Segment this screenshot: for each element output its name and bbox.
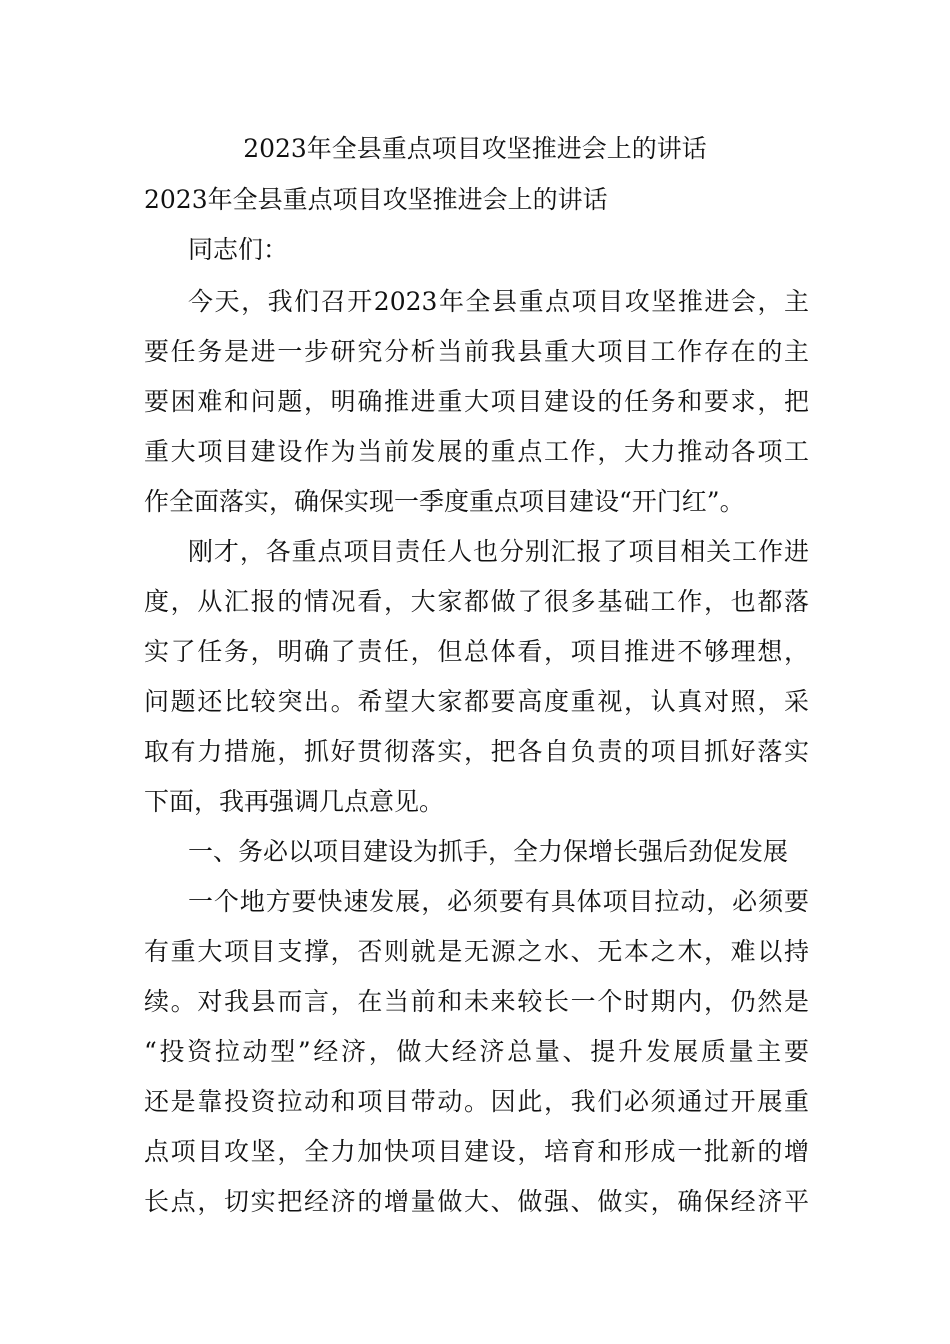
paragraph-3-line-4: “投资拉动型”经济，做大经济总量、提升发展质量主要: [144, 1037, 809, 1066]
paragraph-2-line-1: 刚才，各重点项目责任人也分别汇报了项目相关工作进: [188, 537, 809, 566]
paragraph-3-line-6: 点项目攻坚，全力加快项目建设，培育和形成一批新的增: [144, 1137, 809, 1166]
paragraph-3-line-3: 续。对我县而言，在当前和未来较长一个时期内，仍然是: [144, 987, 809, 1016]
paragraph-1-line-2: 要任务是进一步研究分析当前我县重大项目工作存在的主: [144, 337, 809, 366]
subtitle-line: 2023年全县重点项目攻坚推进会上的讲话: [144, 185, 608, 214]
paragraph-3-line-2: 有重大项目支撑，否则就是无源之水、无本之木，难以持: [144, 937, 809, 966]
paragraph-1-line-1: 今天，我们召开2023年全县重点项目攻坚推进会，主: [188, 287, 809, 316]
paragraph-2-line-6: 下面，我再强调几点意见。: [144, 787, 445, 816]
paragraph-2-line-2: 度，从汇报的情况看，大家都做了很多基础工作，也都落: [144, 587, 809, 616]
document-title: 2023年全县重点项目攻坚推进会上的讲话: [243, 134, 707, 163]
paragraph-2-line-3: 实了任务，明确了责任，但总体看，项目推进不够理想，: [144, 637, 809, 666]
paragraph-1-line-4: 重大项目建设作为当前发展的重点工作，大力推动各项工: [144, 437, 809, 466]
paragraph-3-line-7: 长点，切实把经济的增量做大、做强、做实，确保经济平: [144, 1187, 809, 1216]
paragraph-2-line-4: 问题还比较突出。希望大家都要高度重视，认真对照，采: [144, 687, 809, 716]
paragraph-1-line-3: 要困难和问题，明确推进重大项目建设的任务和要求，把: [144, 387, 809, 416]
section-heading-1: 一、务必以项目建设为抓手，全力保增长强后劲促发展: [188, 837, 789, 866]
salutation-line: 同志们：: [188, 235, 289, 264]
paragraph-3-line-5: 还是靠投资拉动和项目带动。因此，我们必须通过开展重: [144, 1087, 809, 1116]
paragraph-3-line-1: 一个地方要快速发展，必须要有具体项目拉动，必须要: [188, 887, 809, 916]
paragraph-2-line-5: 取有力措施，抓好贯彻落实，把各自负责的项目抓好落实: [144, 737, 809, 766]
paragraph-1-line-5: 作全面落实，确保实现一季度重点项目建设“开门红”。: [144, 487, 745, 516]
